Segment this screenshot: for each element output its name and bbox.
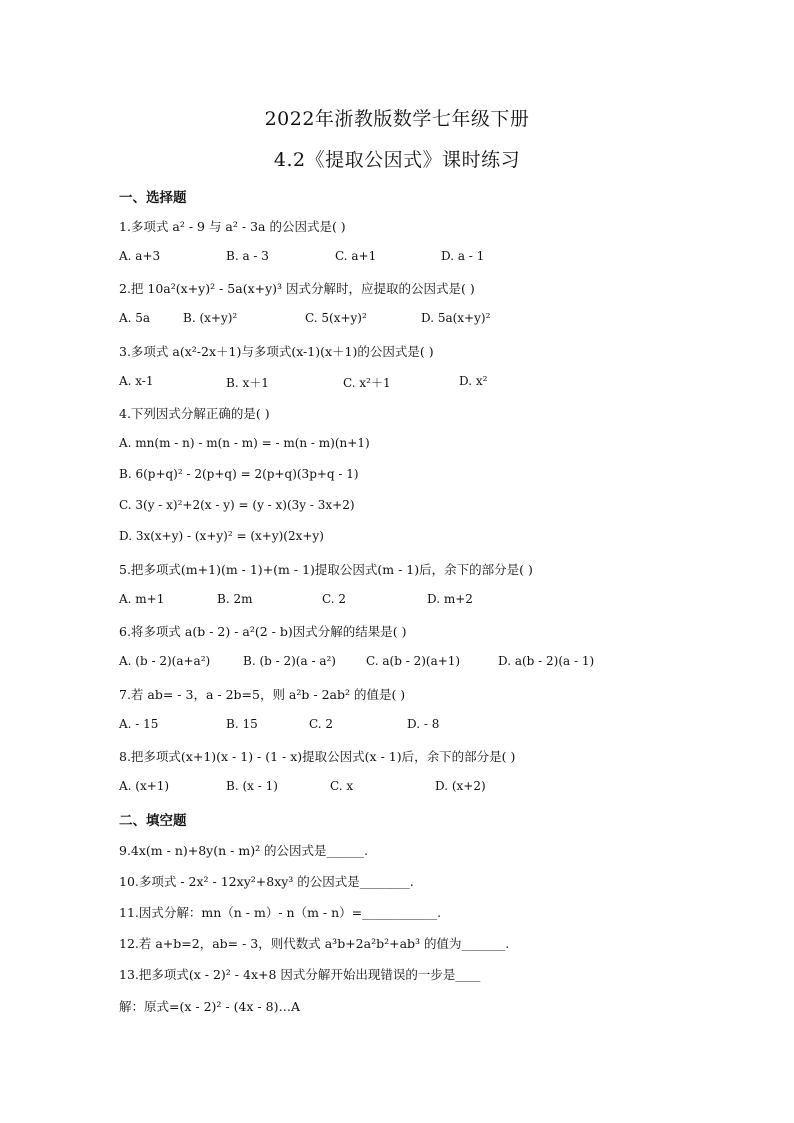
q2-option-b: B. (x+y)² bbox=[183, 311, 238, 325]
question-9: 9.4x(m - n)+8y(n - m)² 的公因式是______. bbox=[119, 843, 369, 858]
q6-option-d: D. a(b - 2)(a - 1) bbox=[498, 654, 595, 668]
q3-option-d: D. x² bbox=[459, 374, 488, 388]
q1-option-c: C. a+1 bbox=[335, 249, 377, 263]
q4-option-a: A. mn(m - n) - m(n - m) = - m(n - m)(n+1) bbox=[119, 436, 370, 450]
q4-option-b: B. 6(p+q)² - 2(p+q) = 2(p+q)(3p+q - 1) bbox=[119, 467, 359, 481]
q2-option-c: C. 5(x+y)² bbox=[305, 311, 367, 325]
question-10: 10.多项式 - 2x² - 12xy²+8xy³ 的公因式是________. bbox=[119, 874, 414, 889]
q5-option-d: D. m+2 bbox=[427, 592, 473, 606]
q8-option-c: C. x bbox=[330, 779, 354, 793]
question-6: 6.将多项式 a(b - 2) - a²(2 - b)因式分解的结果是( ) bbox=[119, 624, 407, 639]
q4-option-c: C. 3(y - x)²+2(x - y) = (y - x)(3y - 3x+2) bbox=[119, 498, 355, 512]
question-13: 13.把多项式(x - 2)² - 4x+8 因式分解开始出现错误的一步是____ bbox=[119, 967, 481, 982]
q2-option-a: A. 5a bbox=[119, 311, 151, 325]
q2-option-d: D. 5a(x+y)² bbox=[421, 311, 491, 325]
question-5: 5.把多项式(m+1)(m - 1)+(m - 1)提取公因式(m - 1)后，余下的部分是( ) bbox=[119, 562, 533, 577]
q5-option-b: B. 2m bbox=[217, 592, 253, 606]
q5-option-c: C. 2 bbox=[322, 592, 347, 606]
question-11: 11.因式分解：mn（n - m）- n（m - n）=____________. bbox=[119, 905, 442, 920]
q8-option-a: A. (x+1) bbox=[119, 779, 170, 793]
q8-option-d: D. (x+2) bbox=[435, 779, 486, 793]
q7-option-b: B. 15 bbox=[226, 717, 258, 731]
q7-option-a: A. - 15 bbox=[119, 717, 159, 731]
q6-option-b: B. (b - 2)(a - a²) bbox=[243, 654, 336, 668]
q3-option-c: C. x²＋1 bbox=[343, 376, 391, 390]
q5-option-a: A. m+1 bbox=[119, 592, 165, 606]
question-8: 8.把多项式(x+1)(x - 1) - (1 - x)提取公因式(x - 1)后，余下的部分是( ) bbox=[119, 749, 516, 764]
q6-option-c: C. a(b - 2)(a+1) bbox=[366, 654, 461, 668]
q7-option-c: C. 2 bbox=[309, 717, 334, 731]
q8-option-b: B. (x - 1) bbox=[226, 779, 278, 793]
q1-option-d: D. a - 1 bbox=[441, 249, 485, 263]
q3-option-a: A. x-1 bbox=[119, 374, 154, 388]
section-heading-choice: 一、选择题 bbox=[119, 190, 187, 206]
question-3: 3.多项式 a(x²-2x＋1)与多项式(x-1)(x＋1)的公因式是( ) bbox=[119, 344, 434, 359]
question-12: 12.若 a+b=2，ab= - 3，则代数式 a³b+2a²b²+ab³ 的值为_______. bbox=[119, 936, 510, 951]
question-4: 4.下列因式分解正确的是( ) bbox=[119, 406, 270, 421]
document-title: 2022年浙教版数学七年级下册 bbox=[264, 108, 530, 130]
section-heading-fill: 二、填空题 bbox=[119, 813, 187, 829]
question-13-solution: 解：原式=(x - 2)² - (4x - 8)…A bbox=[119, 999, 300, 1014]
document-subtitle: 4.2《提取公因式》课时练习 bbox=[273, 149, 521, 171]
q7-option-d: D. - 8 bbox=[407, 717, 440, 731]
q6-option-a: A. (b - 2)(a+a²) bbox=[119, 654, 211, 668]
question-7: 7.若 ab= - 3，a - 2b=5，则 a²b - 2ab² 的值是( ) bbox=[119, 687, 406, 702]
q4-option-d: D. 3x(x+y) - (x+y)² = (x+y)(2x+y) bbox=[119, 529, 324, 543]
question-1: 1.多项式 a² - 9 与 a² - 3a 的公因式是( ) bbox=[119, 219, 346, 234]
q3-option-b: B. x＋1 bbox=[226, 376, 269, 390]
q1-option-a: A. a+3 bbox=[119, 249, 161, 263]
question-2: 2.把 10a²(x+y)² - 5a(x+y)³ 因式分解时，应提取的公因式是( ) bbox=[119, 281, 475, 296]
q1-option-b: B. a - 3 bbox=[226, 249, 269, 263]
